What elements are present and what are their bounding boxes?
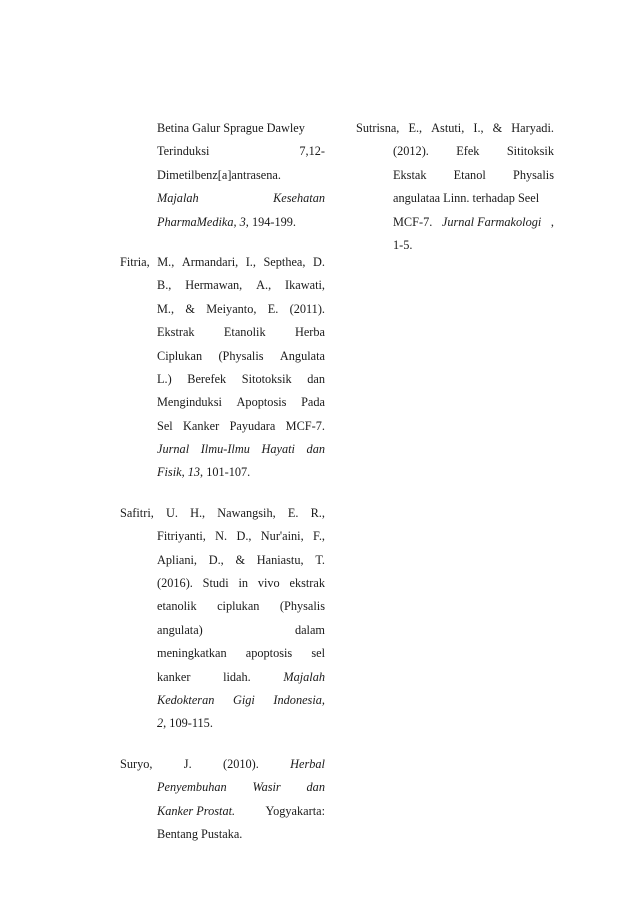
reference-text: Ciplukan: [157, 348, 203, 363]
reference-text: Astuti,: [431, 121, 465, 135]
reference-line: [120, 415, 325, 438]
reference-text: (2010).: [222, 756, 259, 771]
reference-entry: [120, 502, 325, 736]
reference-text: M.,: [157, 301, 175, 316]
italic-text: Jurnal Farmakologi: [441, 214, 542, 229]
reference-text: Nur'aini,: [260, 529, 304, 544]
references-left-column: [120, 117, 325, 863]
reference-text: I.,: [473, 121, 484, 135]
reference-line: [120, 274, 325, 297]
reference-text: angulataa Linn. terhadap Seel: [393, 191, 540, 206]
reference-text: R.,: [310, 505, 325, 520]
italic-text: PharmaMedika, 3: [157, 214, 246, 229]
italic-text: Wasir: [252, 780, 281, 795]
reference-text: Studi: [202, 576, 229, 591]
reference-text: (Physalis: [279, 599, 325, 614]
reference-line: [120, 689, 325, 712]
reference-text: Angulata: [279, 348, 325, 363]
reference-text: &: [235, 552, 246, 567]
reference-text: Ikawati,: [285, 278, 325, 293]
reference-text: apoptosis: [245, 646, 293, 661]
italic-text: Kedokteran: [157, 692, 215, 707]
reference-text: Herba: [294, 325, 325, 340]
reference-text: Ekstak: [393, 167, 427, 182]
reference-text: 7,12-: [299, 144, 325, 159]
reference-text: meningkatkan: [157, 646, 227, 661]
references-right-column: [356, 117, 554, 274]
reference-line: [120, 211, 325, 234]
reference-line: [120, 549, 325, 572]
reference-line: [356, 187, 554, 210]
reference-text: Dimetilbenz[a]antrasena.: [157, 167, 281, 182]
reference-line: [120, 438, 325, 461]
italic-text: Ilmu-Ilmu: [200, 442, 250, 457]
reference-text: dan: [307, 371, 325, 386]
reference-text: M.,: [157, 254, 175, 269]
reference-text: MCF-7.: [285, 418, 325, 433]
reference-line: [120, 502, 325, 525]
reference-text: Physalis: [512, 167, 554, 182]
reference-text: D.,: [208, 552, 224, 567]
reference-text: Etanolik: [223, 325, 266, 340]
reference-text: Septhea,: [263, 254, 306, 269]
reference-line: [120, 642, 325, 665]
reference-text: Suryo,: [120, 756, 153, 771]
italic-text: Jurnal: [157, 442, 190, 457]
reference-text: Kanker: [183, 418, 220, 433]
reference-text: Payudara: [229, 418, 276, 433]
reference-text: E.: [287, 505, 299, 520]
reference-text: B.,: [157, 278, 172, 293]
reference-text: E.: [267, 301, 279, 316]
reference-text: , 194-199.: [245, 214, 297, 229]
reference-text: in: [238, 576, 249, 591]
reference-line: [120, 368, 325, 391]
reference-line: [120, 823, 325, 846]
reference-line: [120, 776, 325, 799]
reference-text: , 101-107.: [200, 465, 251, 480]
reference-text: , 109-115.: [163, 716, 213, 731]
reference-text: vivo: [257, 576, 280, 591]
reference-text: D.,: [236, 529, 252, 544]
reference-text: Yogyakarta:: [265, 803, 325, 818]
reference-text: ciplukan: [217, 599, 260, 614]
italic-text: dan: [306, 442, 325, 457]
italic-text: 2: [157, 716, 164, 731]
reference-text: F.,: [312, 529, 325, 544]
reference-line: [120, 800, 325, 823]
reference-text: Haniastu,: [256, 552, 304, 567]
reference-line: [120, 712, 325, 735]
reference-text: Apliani,: [157, 552, 197, 567]
reference-text: ekstrak: [289, 576, 325, 591]
reference-line: [120, 251, 325, 274]
reference-line: [356, 164, 554, 187]
reference-text: H.,: [190, 505, 206, 520]
reference-text: Efek: [456, 144, 480, 159]
reference-text: sel: [311, 646, 325, 661]
italic-text: Majalah: [283, 669, 325, 684]
reference-text: dalam: [294, 622, 325, 637]
reference-line: [120, 164, 325, 187]
reference-text: I.,: [245, 254, 256, 269]
reference-line: [120, 666, 325, 689]
reference-text: J.: [183, 756, 192, 771]
reference-text: MCF-7.: [393, 214, 433, 229]
reference-line: [120, 140, 325, 163]
reference-text: Ekstrak: [157, 325, 195, 340]
italic-text: Indonesia,: [273, 692, 325, 707]
reference-line: [120, 619, 325, 642]
reference-text: Apoptosis: [236, 395, 287, 410]
reference-text: Sitotoksik: [241, 371, 292, 386]
reference-text: Meiyanto,: [206, 301, 257, 316]
reference-text: Sel: [157, 418, 173, 433]
reference-text: Fitria,: [120, 254, 150, 269]
italic-text: dan: [306, 780, 325, 795]
reference-text: kanker: [157, 669, 191, 684]
italic-text: Gigi: [232, 692, 255, 707]
italic-text: Penyembuhan: [157, 780, 227, 795]
reference-text: Hermawan,: [185, 278, 243, 293]
reference-text: (Physalis: [218, 348, 264, 363]
reference-line: [120, 117, 325, 140]
reference-text: angulata): [157, 622, 203, 637]
italic-text: Kanker Prostat.: [157, 803, 236, 818]
reference-text: (2016).: [157, 576, 193, 591]
reference-text: Fitriyanti,: [157, 529, 206, 544]
reference-text: (2011).: [289, 301, 325, 316]
reference-text: Armandari,: [181, 254, 239, 269]
reference-line: [120, 753, 325, 776]
reference-text: Nawangsih,: [217, 505, 276, 520]
reference-entry: [120, 117, 325, 234]
reference-text: N.: [215, 529, 228, 544]
reference-text: A.,: [256, 278, 272, 293]
italic-text: Kesehatan: [273, 191, 325, 206]
reference-text: U.: [165, 505, 178, 520]
reference-line: [120, 321, 325, 344]
reference-text: T.: [315, 552, 325, 567]
reference-text: Sutrisna,: [356, 121, 400, 135]
reference-text: &: [185, 301, 195, 316]
reference-line: [120, 595, 325, 618]
reference-text: L.): [157, 371, 172, 386]
reference-line: [120, 572, 325, 595]
reference-text: Terinduksi: [157, 144, 210, 159]
reference-line: [356, 211, 554, 234]
reference-text: Etanol: [453, 167, 486, 182]
reference-text: Betina Galur Sprague Dawley: [157, 121, 305, 135]
reference-entry: [120, 753, 325, 847]
reference-text: Berefek: [187, 371, 227, 386]
reference-line: [120, 187, 325, 210]
reference-line: [120, 525, 325, 548]
reference-line: [356, 234, 554, 257]
italic-text: Herbal: [290, 756, 325, 771]
reference-text: (2012).: [393, 144, 429, 159]
reference-text: Menginduksi: [157, 395, 222, 410]
reference-text: Safitri,: [120, 505, 154, 520]
reference-line: [120, 298, 325, 321]
reference-text: Pada: [301, 395, 325, 410]
italic-text: Fisik, 13: [157, 465, 201, 480]
reference-entry: [120, 251, 325, 485]
reference-line: [120, 461, 325, 484]
reference-text: Sititoksik: [506, 144, 554, 159]
reference-text: ,: [550, 214, 554, 229]
reference-text: etanolik: [157, 599, 197, 614]
reference-line: [120, 391, 325, 414]
reference-entry: [356, 117, 554, 257]
italic-text: Majalah: [157, 191, 199, 206]
reference-text: &: [492, 121, 503, 135]
reference-line: [356, 140, 554, 163]
reference-line: [356, 117, 554, 140]
reference-text: lidah.: [223, 669, 251, 684]
reference-text: E.,: [408, 121, 423, 135]
reference-text: 1-5.: [393, 237, 413, 252]
italic-text: Hayati: [261, 442, 295, 457]
reference-text: Bentang Pustaka.: [157, 826, 243, 841]
reference-text: D.: [313, 254, 325, 269]
reference-text: Haryadi.: [511, 121, 554, 135]
reference-line: [120, 345, 325, 368]
